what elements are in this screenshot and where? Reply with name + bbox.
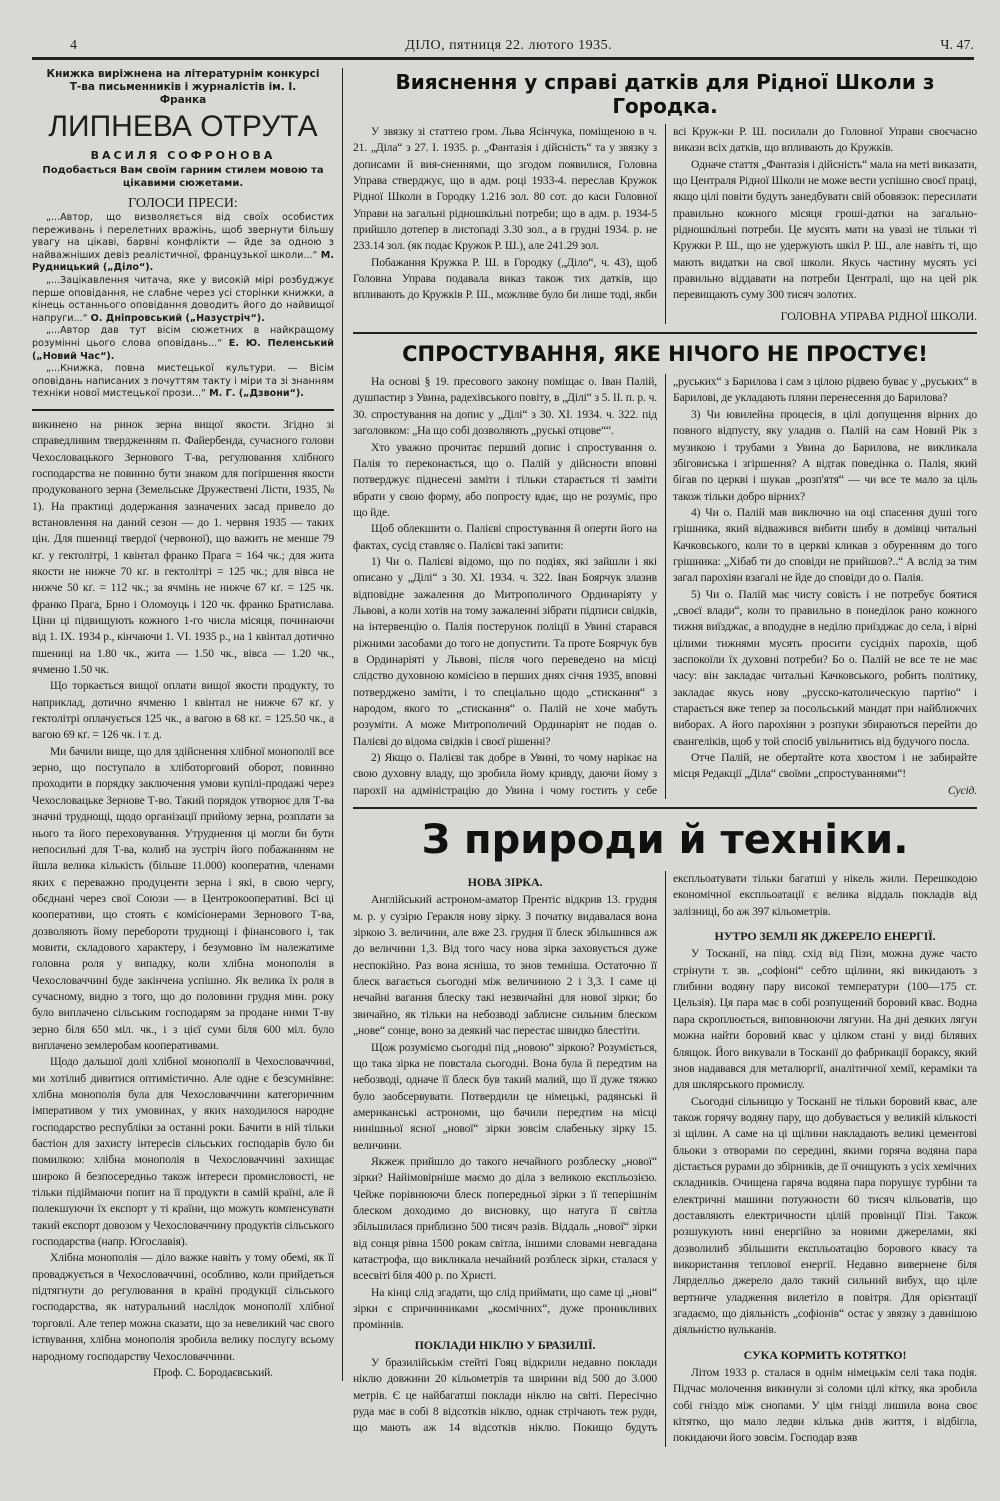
issue-number: Ч. 47. xyxy=(940,38,974,53)
ad-tagline: Подобається Вам своїм гарним стилем мовою та цікавими сюжетами. xyxy=(42,165,324,189)
right-area xyxy=(343,68,977,1447)
signature: Сусід. xyxy=(947,783,977,797)
paragraph: Одначе стаття „Фантазія і дійсність“ мала на меті виказати, що Централя Рідної Школи не може вести успішно своєї праці, якщо цілі повіти будуть занедбувати свій обовязок: пересилати правильно кожного місяця гроші-датки на загально-рідношкільні потреби. Це мусять мати на увазі не тільки ті Кружки Р. Ш., що не удержують шкіл Р. Ш., але навіть ті, що мають видатки на свої школи. Якусь частину мусять усі правильно віддавати на потреби Централі, що на цей рік перевищають суму 300 тисяч золотих. xyxy=(673,157,977,302)
paragraph: Побажання Кружка Р. Ш. в Городку („Діло“, ч. 43), щоб Головна Управа подавала виказ також тих датків, що впливають до Кружків Р. Ш., можливе було би лише тоді, якби всі Круж-ки Р. Ш. посилали до Головної Управи своєчасно викази всіх датків, що впливають до Кружків. xyxy=(353,125,977,302)
press-quote: „...Зацікавлення читача, яке у високій мірі розбуджує перше оповідання, не слабне через усі сторінки книжки, а кінець останнього оповідання доводить його до найвищої напруги...“ О. Дніпровський („Назустріч“). xyxy=(32,274,334,324)
paragraph: 4) Чи о. Палій мав виключно на оці спасення душі того грішника, який відважився вибити шибу в домівці читальні Качковського, коли то в церкві кликав з обуренням до того грішника: „Хібаб ти до сповіди не прийшов?..“ А вслід за тим загал парохіян взагалі не йде до сповіди до о. Палія. xyxy=(673,505,977,585)
signature: Проф. С. Бородаєвський. xyxy=(153,1365,273,1379)
paragraph: Отче Палій, не обертайте кота хвостом і не забирайте місця Редакції „Діла“ своїми „спростуваннями“! xyxy=(673,751,977,781)
paragraph: На кінці слід згадати, що слід приймати, що саме ці „нові“ зірки є спричинниками „космічних“, дуже проникливих проміннів. xyxy=(353,1285,657,1332)
ad-book-title: ЛИПНЕВА ОТРУТА xyxy=(48,110,318,143)
paragraph: У звязку зі статтею гром. Льва Ясінчука, поміщеною в ч. 21. „Діла“ з 27. І. 1935. р. „Фантазія і дійсність“ та у звязку з дописами й вия-сненнями, що згодом появилися, Головна Управа стверджує, що в адм. році 1933-4. переслав Кружок Рідної Школи в Городку 1.216 зол. 80 сот. до каси Головної Управи на загальні рідношкільні потреби; що в адм. р. 1934-5 прийшло дотепер в листопаді 3.30 зол., а в грудні 1934. р. не 233.14 зол. (як подає Кружок Р. Ш.), але 241.29 зол. xyxy=(353,125,657,253)
paragraph: Хто уважно прочитає перший допис і спростування о. Палія то переконається, що о. Палій у дійсности вповні потверджує піднесені заміти і тільки старається ті заміти вбрати у свою форму, або попросту вдає, що не розуміє, про що йде. xyxy=(353,440,657,519)
paragraph: На основі § 19. пресового закону поміщає о. Іван Палій, душпастир з Увина, радехівського повіту, в „Ділі“ з 5. II. п. р. ч. 30. спростування на допис у „Ділі“ з 30. XI. 1934. ч. 322. під заголовком: „На що собі дозволяють „руські отцове““. xyxy=(353,375,657,438)
paragraph: 2) Якщо о. Палієві так добре в Увині, то чому нарікає на свою духовну владу, що зробила йому кривду, даючи йому з парохії на адміністрацію до Увина і чому гостить у себе „руських“ з Барилова і сам з цілою рідвею буває у „руських“ в Барилові, де укладають пляни перенесення до Барилова? xyxy=(353,375,977,797)
paragraph: Щож розуміємо сьогодні під „новою“ зіркою? Розуміється, що така зірка не повстала сьогодні. Вона була й передтим на небозводі, одначе її блеск був такий малий, що її дуже тяжко було заобсервувати. Потвердили це німецькі, радянські й американські астрономи, що бачили передтим на місці нинішньої ясної „нової“ зірки зовсім слабеньку зірку 15. величини. xyxy=(353,1040,657,1152)
header xyxy=(32,38,974,60)
science-section-headline: З природи й техніки. xyxy=(421,817,909,864)
section-rule xyxy=(353,332,977,334)
section-rule xyxy=(353,807,977,809)
signature: ГОЛОВНА УПРАВА РІДНОЇ ШКОЛИ. xyxy=(780,308,977,323)
left-column xyxy=(32,68,343,1381)
paragraph: У бразилійськім стейті Гояц відкрили недавно поклади ніклю довжини 20 кільометрів та ширини від 500 до 3.000 метрів. Є це найбагатші поклади ніклю на світі. Пересічно руда має в собі 8 відсотків ніклю, однак стрічають теж руди, що мають аж 14 відсотків ніклю. Покищо будуть експльоатувати тільки багатші у нікель жили. Перешкодою економічної експльоатації є велика віддаль покладів від залізниці, бо аж 397 кільометрів. xyxy=(353,872,977,1435)
ad-intro: Книжка виріжнена на літературнім конкурсі Т-ва письменників і журналістів ім. І. Франка xyxy=(46,68,320,106)
school-article-body xyxy=(353,124,977,324)
paragraph: Англійський астроном-аматор Прентіс відкрив 13. грудня м. р. у сузірю Геракля нову зірку. З початку видавалася вона зіркою 3. величини, але вже 23. грудня її блеск збільшився аж до величини 1,3. Від того часу нова зірка заховується дуже неспокійно. Раз вона ясніша, то знов темніша. Остаточно її блеск вагається сьогодні між величиною 2 і 3,3. І саме ці нечайні вагання блеску такі незвичайні для нової зірки; бо звичайно, як тільки на небозводі заблисне сильним блеском „нове“ сонце, воно за деякий час перестає швидко блестіти. xyxy=(353,893,657,1038)
rebuttal-headline: СПРОСТУВАННЯ, ЯКЕ НІЧОГО НЕ ПРОСТУЄ! xyxy=(402,342,928,367)
press-quote: „...Книжка, повна мистецької культури. — Вісім оповідань написаних з почуттям такту і міри та зі знанням техніки нової мистецької прози...“ М. Г. („Дзвони“). xyxy=(32,363,334,400)
nova-title: НОВА ЗІРКА. xyxy=(467,875,543,890)
paragraph: викинено на ринок зерна вищої якости. Згідно зі справедливим твердженням п. Файербенда, сучасного голови Чехословацького Зернового Т-ва, регулювання хлібного господарства не повинно бути знаком для погіршення якости продукованого зерна (Земельське Дружествені Лісти, 1935, № 1). На практиці додержання зазначених засад привело до встановлення на даний сезон — до 1. червня 1935 — таких цін. Для пшениці твердої (червоної), що важить не менше 79 кґ. у гектолітрі, 1 квінтал франко Прага = 164 чк.; для жита якости не нижче 70 кґ. в гектолітрі = 125 чк.; для вівса не нижче 50 кґ. = 112 чк.; за ячмінь не нижче 67 кґ. = 125 чк. франко Прага, Брно і Оломоуць і 120 чк. франко Братислава. Ціни ці підвищують кожного 1-го числа місяця, починаючи від 1. IX. 1934 р., кінчаючи 1. VI. 1935 р., на 1 квінтал дотично пшениці на 1.80 чк., жита — 1.50 чк., вівса — 1.20 чк., ячменю 1.50 чк. xyxy=(32,417,334,677)
book-advertisement xyxy=(32,68,334,411)
press-quote: „...Автор, що визволяється від своїх особистих переживань і перелетних вражінь, щоб звернути більшу увагу на цікаві, барвні конфлікти — йде за одною з найважніших девіз реалістичної, французької школи...“ М. Рудницький („Діло“). xyxy=(32,212,334,274)
left-article xyxy=(32,417,334,1381)
paragraph: Літом 1933 р. сталася в однім німецькім селі така подія. Підчас молочення викинули зі соломи цілі кітку, яка зробила собі гніздо між снопами. У цім гнізді лишила вона своє кітятко, що мало ледви кілька днів життя, і відбігла, покидаючи його зовсім. Господар взяв xyxy=(673,1366,977,1445)
masthead: ДІЛО, пятниця 22. лютого 1935. xyxy=(405,38,613,53)
paragraph: 5) Чи о. Палій має чисту совість і не потребує боятися „своєї влади“, коли то правильно в понеділок рано кожного тижня виїзджає, а вподудне в неділю приїзджає до села, і вірні цілими тижнями мусять просити сусідніх парохів, щоб заспокоїли їх духовні потреби? Бо о. Палій не все те не має часу: він закладає читальні Качковського, робить політику, закладає якусь нову „русско-католическую партію“ і старається вже тепер за посольський мандат при найближчих виборах. А його парохіяни з розпуки збираються перейти до євангеліків, щоб у той спосіб увільнитись від будучого посла. xyxy=(673,587,977,748)
science-body xyxy=(353,871,977,1447)
nickel-title: ПОКЛАДИ НІКЛЮ У БРАЗИЛІЇ. xyxy=(414,1337,596,1352)
paragraph: Сьогодні сільницю у Тосканії не тільки боровий квас, але також горячу водяну пару, що добувається у великій кількості зі щілин. А саме на ці щілини накладають великі цементові бльоки з отворами по середині, якими горяча водяна пара дістається рурами до збірників, де її очищують з усіх хемічних складників. Очищена гаряча водяна пара порушує турбіни та електричні машини потужности 60 тисяч кільоватів, що доставляють електричности цілій провінції Пізі. Також розшукують нині енергійно за новими джерелами, які дозволилиб збільшити експльоатацію борового квасу та використання теплової енергії. Недавно вивернене біля Лярделльо джерело дало такий сильний вибух, що ціле вертниче уладження вилетіло в повітря. Для орієнтації згадаємо, що діяльність „софіонів“ остає у звязку з давнішою діяльністю вульканів. xyxy=(673,1094,977,1337)
ad-author: ВАСИЛЯ СОФРОНОВА xyxy=(90,149,276,162)
paragraph: Хлібна монополія — діло важке навіть у тому обемі, як її проваджується в Чехословаччині, особливо, коли прийдеться підтягнути до регулювання в країні продукції сільського господарства, як натуральний наслідок монополії хлібної торговлі. Але тепер можна сказати, що за невеликий час свого іствування, хлібна монополія зробила велику послугу всьому народному господарству Чехословаччини. xyxy=(32,1251,334,1363)
cat-title: СУКА КОРМИТЬ КОТЯТКО! xyxy=(743,1347,907,1362)
rebuttal-body xyxy=(353,374,977,799)
paragraph: Якжеж прийшло до такого нечайного розблеску „нової“ зірки? Найімовірніше маємо до діла з великою експльозією. Чейже порівнюючи блеск попередньої зірки з її теперішнім блеском доходимо до висновку, що натуга її світла збільшилася приблизно 500 тисяч разів. Віддаль „нової“ зірки від сонця рівна 1500 рокам світла, іншими словами невгадана катастрофа, що викликала нечайний розблеск зірки, сталася у всесвіті біля 400 р. по Христі. xyxy=(353,1154,657,1283)
paragraph: 1) Чи о. Палієві відомо, що по подіях, які зайшли і які описано у „Ділі“ з 30. XI. 1934. ч. 322. Іван Боярчук злазив відповідне зажалення до Митрополичого Ординаріяту у Львові, а коли хотів на тому зажаленні зібрати підписи свідків, на інтервенцію о. Палія постерунок поліції в Увині старався ріжними засобами до того не допустити. Та проте Боярчук був в Ординаріяті у Львові, після чого переведено на місці слідство духовною комісією в перших днях січня 1935, вповні потверджено заміти, і то спеціально щодо „стискання“ з народом, якого то „стискання“ о. Палій не хоче мабуть розуміти. А може Митрополичий Ординаріят не подав о. Палієві до відома свідків і своєї рішенні? xyxy=(353,554,657,748)
school-article-headline: Вияснення у справі датків для Рідної Школи з Городка. xyxy=(395,70,935,118)
paragraph: У Тосканії, на півд. схід від Пізи, можна дуже часто стрінути т. зв. „софіоні“ себто щілини, які викидають з глибини водяну пару високої температури (100—175 ст. Цельзія). Ця пара має в собі розпущений боровий квас. Водна пара скроплюється, виповнюючи лягуни. На дні деяких лягун можна найти боровий квас у цілком стані у виді білявих блящок. Його викували в Тосканії до фабрикації бораксу, який знов надавався для металюргії, аналітичної хемії, кераміки та для шклярського промислу. xyxy=(673,947,977,1092)
page-number: 4 xyxy=(70,38,77,53)
earth-title: НУТРО ЗЕМЛІ ЯК ДЖЕРЕЛО ЕНЕРГІЇ. xyxy=(714,929,936,944)
paragraph: 3) Чи ювилейна процесія, в цілі допущення вірних до повного відпусту, яку уладив о. Палій на сам Новий Рік з музикою і трубами з Увина до Барилова, не викликала збіговиська і згіршення? А відтак поведінка о. Палія, який бігав по церкві і шукав „розп'ятя“ — чи все те мало за ціль також тільки добро вірних? xyxy=(673,407,977,503)
press-quote: „...Автор дав тут вісім сюжетних в найкращому розумінні цього слова оповідань...“ Е. Ю. Пеленський („Новий Час“). xyxy=(32,325,334,362)
paragraph: Що торкається вищої оплати вищої якости продукту, то наприклад, дотично ячменю 1 квінтал не нижче 67 кґ. у гектолітрі оплачується 125 чк., а вагою в 68 кґ. = 125.50 чк., а вагою 69 кґ. = 126 чк. і т. д. xyxy=(32,679,334,742)
paragraph: Щоб облекшити о. Палієві спростування й оперти його на фактах, сусід ставляє о. Палієві такі запити: xyxy=(353,522,657,552)
paragraph: Щодо дальшої долі хлібної монополії в Чехословаччині, ми хотілиб дивитися оптимістично. Але одне є безсумнівне: хлібна монополія була для Чехословаччини категоричним імперативом у тих умовинах, у яких находилося народне господарство республіки за останні роки. Бачити в ній тільки бастіон для захисту інтересів сільських господарів було би помилкою: хлібна монополія в Чехословаччині захищає широко й безпосередньо також інтереси промисловості, не тільки підіймаючи попит на її продукти в самій країні, але й полекшуючи їх експорт у ті країни, що можуть компенсувати такий експорт довозом у Чехословаччину продуктів сільського господарства (напр. Югославія). xyxy=(32,1055,334,1249)
paragraph: Ми бачили вище, що для здійснення хлібної монополії все зерно, що поступало в хліботорговий оборот, повинно проходити в порядку заключення умови купілі-продажі через Чехословацьке Зернове Т-во. Такий порядок утворює для Т-ва значні труднощі, щодо організації прийому зерна, розплати за нього та його переховування. Утруднення ці могли би бути непосильні для Т-ва, колиб на зустріч його побажанням не йшла велика кількість (більше 11.000) кооператив, членами яких є переважно продуценти зерна і які, в свою чергу, обєднані через свої Союзи — в Центрокооперативі. Всі ці кооперативи, що стоять є комісіонерами Зернового Т-ва, дозволяють йому перебороти труднощі і фінансового і, так мовити, складового характеру, і безумовно їм належатиме головна роля у випадку, коли хлібна монополія в Чехословаччині буде закінчена успішно. Як велика їх роля в сучасному, видно з того, що до половини грудня мин. року було виплачено сільським господарям за продане ними Т-ву зерно біля 650 міл. чк., і з цієї суми біля 600 міл. було виплачено землеробам кооперативами. xyxy=(32,744,334,1052)
ad-press-heading: ГОЛОСИ ПРЕСИ: xyxy=(128,196,238,211)
